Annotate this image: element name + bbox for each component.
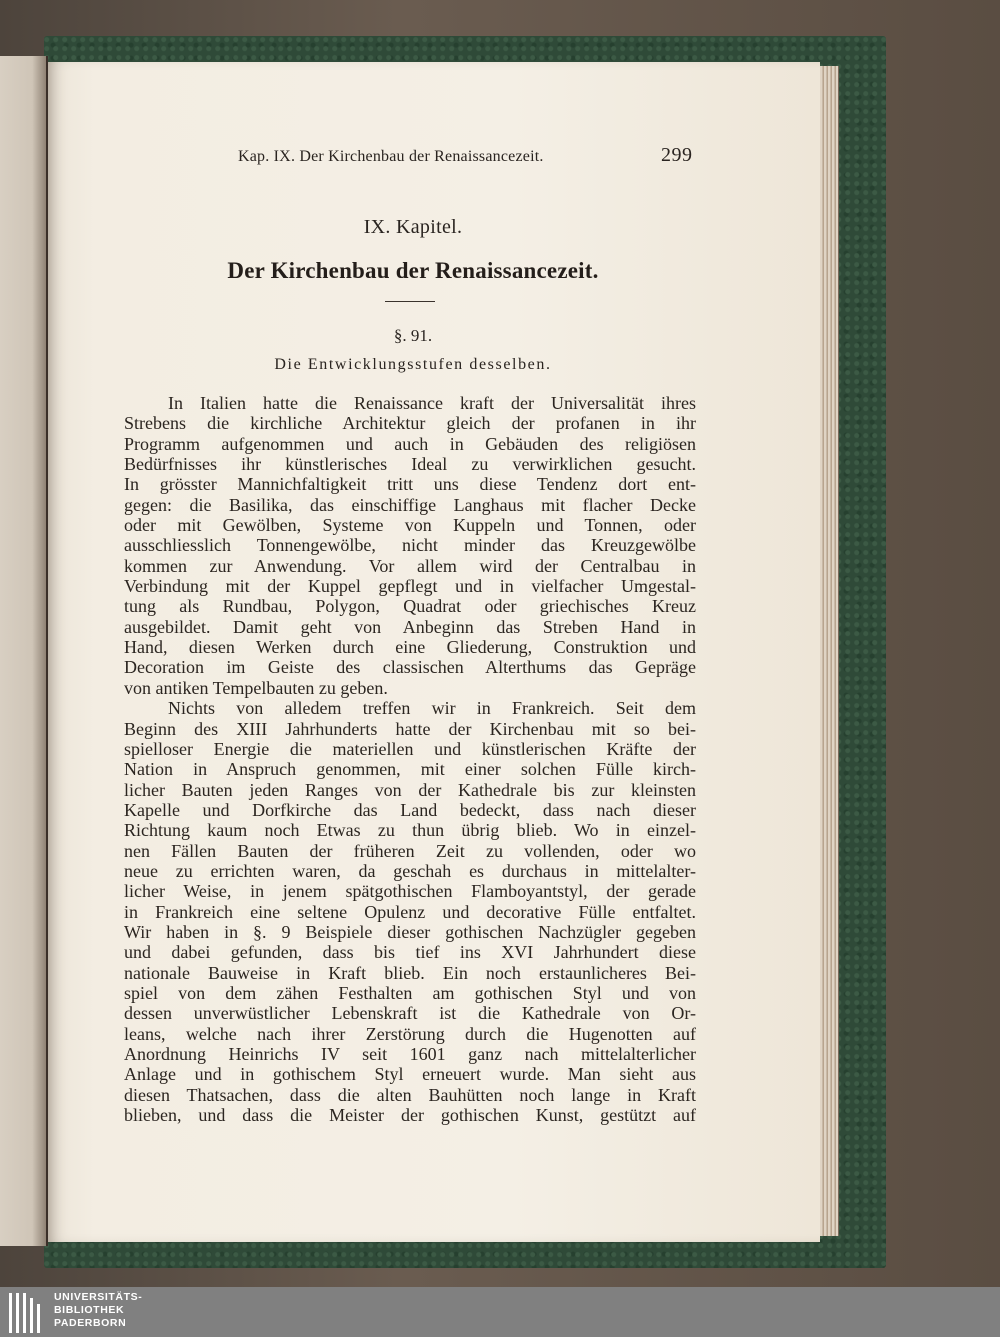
text-line: Bedürfnisses ihr künstlerisches Ideal zu verwirklichen gesucht. [124,454,696,475]
text-line: spiel von dem zähen Festhalten am gothischen Styl und von [124,982,696,1003]
running-head-title: Kap. IX. Der Kirchenbau der Renaissancezeit. [238,148,544,165]
library-name-line3: PADERBORN [54,1317,127,1329]
section-number: §. 91. [393,326,433,345]
text-line: Verbindung mit der Kuppel gepflegt und in vielfacher Umgestal- [124,576,696,597]
text-line: von antiken Tempelbauten zu geben. [124,677,388,698]
text-line: ausgebildet. Damit geht von Anbeginn das Streben Hand in [124,616,696,637]
text-line: Programm aufgenommen und auch in Gebäuden des religiösen [124,433,696,454]
text-line: ausschliesslich Tonnengewölbe, nicht minder das Kreuzgewölbe [124,535,696,556]
page-number: 299 [661,144,693,166]
library-name-line2: BIBLIOTHEK [54,1304,125,1316]
chapter-number: IX. Kapitel. [363,216,463,238]
text-line: Hand, diesen Werken durch eine Gliederung, Construktion und [124,637,696,658]
text-line: Strebens die kirchliche Architektur gleich der profanen in ihr [124,413,696,434]
text-line: Decoration im Geiste des classischen Alterthums das Gepräge [124,657,696,678]
text-line: gegen: die Basilika, das einschiffige Langhaus mit flacher Decke [124,494,696,515]
text-line: leans, welche nach ihrer Zerstörung durch die Hugenotten auf [124,1023,696,1044]
text-line: In grösster Mannichfaltigkeit tritt uns diese Tendenz dort ent- [124,474,696,495]
text-line: oder mit Gewölben, Systeme von Kuppeln und Tonnen, oder [124,515,696,536]
text-line: Anordnung Heinrichs IV seit 1601 ganz nach mittelalterlicher [124,1044,696,1064]
left-page-edge [0,56,48,1246]
text-line: spielloser Energie die materiellen und künstlerischen Kräfte der [124,738,696,759]
running-head [48,144,820,174]
text-line: licher Weise, in jenem spätgothischen Flamboyantstyl, der gerade [124,881,696,902]
text-line: diesen Thatsachen, dass die alten Bauhütten noch lange in Kraft [124,1084,696,1105]
library-footer-bar [0,1287,1000,1337]
book-page [48,62,820,1242]
text-line: In Italien hatte die Renaissance kraft der Universalität ihres [168,393,696,413]
text-line: blieben, und dass die Meister der gothischen Kunst, gestützt auf [124,1105,696,1126]
text-line: Nichts von alledem treffen wir in Frankreich. Seit dem [168,698,696,719]
text-line: Anlage und in gothischem Styl erneuert wurde. Man sieht aus [124,1064,696,1085]
library-name [54,1291,142,1330]
text-line: Beginn des XIII Jahrhunderts hatte der Kirchenbau mit so bei- [124,718,696,739]
text-line: nationale Bauweise in Kraft blieb. Ein noch erstaunlicheres Bei- [124,962,696,983]
text-line: in Frankreich eine seltene Opulenz und decorative Fülle entfaltet. [124,901,696,922]
text-line: Kapelle und Dorfkirche das Land bedeckt, dass nach dieser [124,799,696,820]
chapter-title: Der Kirchenbau der Renaissancezeit. [227,258,599,283]
text-line: kommen zur Anwendung. Vor allem wird der Centralbau in [124,555,696,576]
text-line: Wir haben in §. 9 Beispiele dieser gothischen Nachzügler gegeben [124,921,696,942]
text-line: Nation in Anspruch genommen, mit einer solchen Fülle kirch- [124,759,696,780]
section-subtitle: Die Entwicklungsstufen desselben. [274,356,552,373]
body-text [124,393,696,1125]
text-line: tung als Rundbau, Polygon, Quadrat oder griechisches Kreuz [124,596,696,617]
library-name-line1: UNIVERSITÄTS- [54,1291,143,1303]
title-divider [385,301,435,302]
text-line: nen Fällen Bauten der früheren Zeit zu vollenden, oder wo [124,840,696,861]
text-line: neue zu errichten waren, da geschah es durchaus in mittelalter- [124,860,696,881]
text-line: dessen unverwüstlicher Lebenskraft ist die Kathedrale von Or- [124,1003,696,1024]
text-line: und dabei gefunden, dass bis tief ins XVI Jahrhundert diese [124,942,696,963]
text-line: Richtung kaum noch Etwas zu thun übrig blieb. Wo in einzel- [124,820,696,841]
text-line: licher Bauten jeden Ranges von der Kathedrale bis zur kleinsten [124,779,696,800]
library-columns-icon [8,1292,48,1334]
